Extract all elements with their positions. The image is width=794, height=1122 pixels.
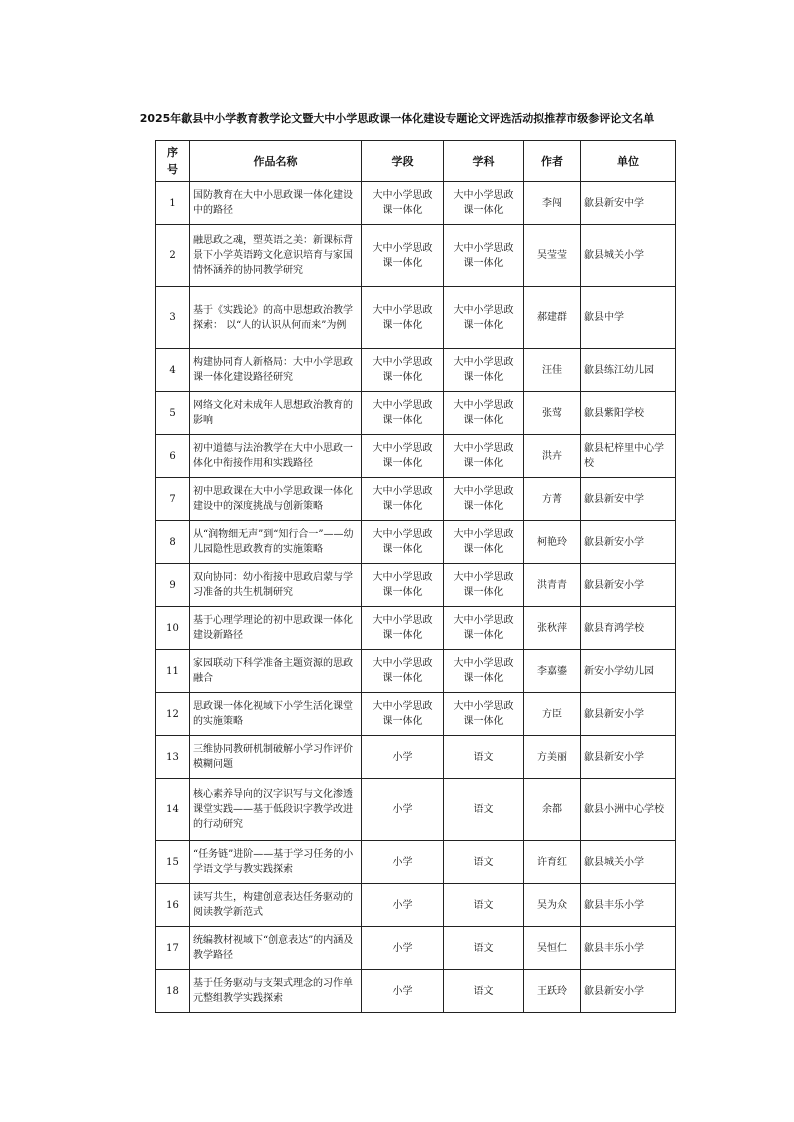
paper-list-table [155, 140, 676, 1013]
table-row [156, 349, 676, 392]
cell-title: 基于心理学理论的初中思政课一体化建设新路径 [190, 607, 362, 650]
cell-subject-text: 语文 [473, 804, 494, 815]
header-no [156, 141, 190, 182]
cell-subject [444, 564, 524, 607]
cell-stage [362, 970, 444, 1013]
cell-subject-text: 语文 [473, 751, 494, 763]
cell-stage-text: 大中小学思政课一体化 [372, 701, 433, 727]
cell-stage [362, 435, 444, 478]
cell-unit: 歙县杞梓里中心学校 [581, 435, 676, 478]
cell-subject-text: 大中小学思政课一体化 [453, 701, 514, 727]
cell-subject [444, 779, 524, 841]
cell-title: 思政课一体化视域下小学生活化课堂的实施策略 [190, 693, 362, 736]
cell-author: 李闯 [524, 182, 581, 225]
cell-subject [444, 392, 524, 435]
cell-title: 融思政之魂，塑英语之美：新课标背景下小学英语跨文化意识培育与家国情怀涵养的协同教学研究 [190, 225, 362, 287]
cell-no: 17 [156, 927, 190, 970]
cell-unit: 歙县新安中学 [581, 478, 676, 521]
cell-unit: 歙县新安小学 [581, 521, 676, 564]
cell-stage [362, 521, 444, 564]
cell-no: 8 [156, 521, 190, 564]
cell-subject [444, 349, 524, 392]
cell-stage-text: 大中小学思政课一体化 [372, 615, 433, 641]
cell-author: 郝建群 [524, 287, 581, 349]
cell-stage [362, 478, 444, 521]
cell-stage-text: 大中小学思政课一体化 [372, 658, 433, 684]
header-subject: 学科 [444, 141, 524, 182]
cell-stage-text: 小学 [392, 856, 413, 868]
cell-subject [444, 521, 524, 564]
cell-unit: 歙县育鸿学校 [581, 607, 676, 650]
cell-author: 吴恒仁 [524, 927, 581, 970]
cell-subject-text: 大中小学思政课一体化 [453, 242, 514, 269]
cell-stage [362, 693, 444, 736]
cell-author: 方菁 [524, 478, 581, 521]
cell-stage-text: 大中小学思政课一体化 [372, 242, 433, 269]
cell-subject-text: 大中小学思政课一体化 [453, 486, 514, 512]
cell-author: 王跃玲 [524, 970, 581, 1013]
header-author: 作者 [524, 141, 581, 182]
table-row [156, 884, 676, 927]
cell-unit: 歙县新安小学 [581, 970, 676, 1013]
cell-subject [444, 970, 524, 1013]
table-row [156, 693, 676, 736]
cell-subject [444, 478, 524, 521]
cell-title: “任务链”进阶——基于学习任务的小学语文学与教实践探索 [190, 841, 362, 884]
cell-unit: 歙县小洲中心学校 [581, 779, 676, 841]
cell-author: 吴莹莹 [524, 225, 581, 287]
cell-subject-text: 大中小学思政课一体化 [453, 190, 514, 216]
cell-title: 初中思政课在大中小学思政课一体化建设中的深度挑战与创新策略 [190, 478, 362, 521]
cell-unit: 歙县新安小学 [581, 564, 676, 607]
cell-subject [444, 435, 524, 478]
cell-title: 国防教育在大中小思政课一体化建设中的路径 [190, 182, 362, 225]
cell-author: 汪佳 [524, 349, 581, 392]
cell-stage-text: 小学 [392, 985, 413, 997]
cell-title: 从“润物细无声”到“知行合一”——幼儿园隐性思政教育的实施策略 [190, 521, 362, 564]
cell-subject-text: 语文 [473, 942, 494, 954]
cell-no: 14 [156, 779, 190, 841]
table-row [156, 650, 676, 693]
table-row [156, 841, 676, 884]
cell-subject [444, 927, 524, 970]
cell-title: 三维协同教研机制破解小学习作评价模糊问题 [190, 736, 362, 779]
cell-stage [362, 182, 444, 225]
cell-unit: 歙县新安小学 [581, 736, 676, 779]
cell-stage-text: 小学 [392, 751, 413, 763]
cell-no: 15 [156, 841, 190, 884]
cell-subject [444, 225, 524, 287]
cell-no: 6 [156, 435, 190, 478]
cell-stage [362, 927, 444, 970]
cell-author: 许育红 [524, 841, 581, 884]
cell-unit: 歙县紫阳学校 [581, 392, 676, 435]
cell-subject-text: 语文 [473, 899, 494, 911]
cell-unit: 歙县中学 [581, 287, 676, 349]
cell-title: 双向协同：幼小衔接中思政启蒙与学习准备的共生机制研究 [190, 564, 362, 607]
cell-author: 吴为众 [524, 884, 581, 927]
cell-stage [362, 884, 444, 927]
cell-subject [444, 287, 524, 349]
header-stage: 学段 [362, 141, 444, 182]
cell-author: 方臣 [524, 693, 581, 736]
cell-author: 洪卉 [524, 435, 581, 478]
cell-title: 初中道德与法治教学在大中小思政一体化中衔接作用和实践路径 [190, 435, 362, 478]
cell-stage [362, 349, 444, 392]
cell-stage-text: 小学 [392, 942, 413, 954]
cell-stage [362, 225, 444, 287]
cell-stage-text: 小学 [392, 804, 413, 815]
cell-title: 网络文化对未成年人思想政治教育的影响 [190, 392, 362, 435]
cell-stage-text: 大中小学思政课一体化 [372, 529, 433, 555]
table-row [156, 736, 676, 779]
cell-subject [444, 607, 524, 650]
cell-unit: 新安小学幼儿园 [581, 650, 676, 693]
cell-unit: 歙县新安小学 [581, 693, 676, 736]
cell-stage [362, 779, 444, 841]
cell-stage [362, 392, 444, 435]
table-row [156, 607, 676, 650]
cell-stage-text: 小学 [392, 899, 413, 911]
cell-no: 12 [156, 693, 190, 736]
header-unit: 单位 [581, 141, 676, 182]
cell-no: 9 [156, 564, 190, 607]
table-row [156, 182, 676, 225]
cell-stage [362, 841, 444, 884]
cell-stage [362, 650, 444, 693]
cell-no: 5 [156, 392, 190, 435]
cell-title: 核心素养导向的汉字识写与文化渗透课堂实践——基于低段识字教学改进的行动研究 [190, 779, 362, 841]
table-row [156, 564, 676, 607]
table-body [156, 182, 676, 1013]
cell-title: 家园联动下科学准备主题资源的思政融合 [190, 650, 362, 693]
cell-subject [444, 693, 524, 736]
cell-author: 洪青青 [524, 564, 581, 607]
cell-no: 1 [156, 182, 190, 225]
table-row [156, 225, 676, 287]
cell-subject-text: 大中小学思政课一体化 [453, 658, 514, 684]
cell-unit: 歙县丰乐小学 [581, 927, 676, 970]
cell-author: 柯艳玲 [524, 521, 581, 564]
cell-subject-text: 大中小学思政课一体化 [453, 572, 514, 598]
cell-stage-text: 大中小学思政课一体化 [372, 572, 433, 598]
table-row [156, 435, 676, 478]
document-title: 2025年歙县中小学教育教学论文暨大中小学思政课一体化建设专题论文评选活动拟推荐市级参评论文名单 [139, 112, 655, 125]
cell-stage [362, 736, 444, 779]
cell-stage-text: 大中小学思政课一体化 [372, 400, 433, 426]
cell-no: 3 [156, 287, 190, 349]
header-no-label: 序号 [167, 146, 178, 176]
cell-title: 构建协同育人新格局：大中小学思政课一体化建设路径研究 [190, 349, 362, 392]
cell-unit: 歙县丰乐小学 [581, 884, 676, 927]
cell-subject [444, 841, 524, 884]
cell-unit: 歙县城关小学 [581, 225, 676, 287]
cell-subject [444, 736, 524, 779]
cell-stage-text: 大中小学思政课一体化 [372, 304, 433, 331]
cell-subject [444, 182, 524, 225]
cell-author: 余都 [524, 779, 581, 841]
cell-subject-text: 大中小学思政课一体化 [453, 529, 514, 555]
cell-subject [444, 884, 524, 927]
cell-stage-text: 大中小学思政课一体化 [372, 190, 433, 216]
header-title: 作品名称 [190, 141, 362, 182]
cell-title: 读写共生，构建创意表达任务驱动的阅读教学新范式 [190, 884, 362, 927]
cell-subject-text: 大中小学思政课一体化 [453, 443, 514, 469]
cell-no: 13 [156, 736, 190, 779]
cell-no: 2 [156, 225, 190, 287]
cell-unit: 歙县城关小学 [581, 841, 676, 884]
table-row [156, 779, 676, 841]
cell-title: 基于任务驱动与支架式理念的习作单元整组教学实践探索 [190, 970, 362, 1013]
cell-title: 基于《实践论》的高中思想政治教学探索： 以“人的认识从何而来”为例 [190, 287, 362, 349]
table-header-row [156, 141, 676, 182]
cell-unit: 歙县新安中学 [581, 182, 676, 225]
cell-stage-text: 大中小学思政课一体化 [372, 443, 433, 469]
table-row [156, 521, 676, 564]
cell-no: 10 [156, 607, 190, 650]
cell-unit: 歙县练江幼儿园 [581, 349, 676, 392]
cell-no: 11 [156, 650, 190, 693]
cell-author: 方美丽 [524, 736, 581, 779]
cell-author: 李嘉鎏 [524, 650, 581, 693]
cell-stage-text: 大中小学思政课一体化 [372, 357, 433, 383]
cell-stage-text: 大中小学思政课一体化 [372, 486, 433, 512]
cell-no: 16 [156, 884, 190, 927]
cell-no: 4 [156, 349, 190, 392]
cell-subject [444, 650, 524, 693]
cell-no: 18 [156, 970, 190, 1013]
cell-subject-text: 语文 [473, 985, 494, 997]
cell-title: 统编教材视域下“创意表达”的内涵及教学路径 [190, 927, 362, 970]
table-row [156, 478, 676, 521]
table-row [156, 927, 676, 970]
cell-subject-text: 大中小学思政课一体化 [453, 357, 514, 383]
cell-subject-text: 大中小学思政课一体化 [453, 615, 514, 641]
table-row [156, 970, 676, 1013]
cell-author: 张秋萍 [524, 607, 581, 650]
cell-subject-text: 语文 [473, 856, 494, 868]
cell-subject-text: 大中小学思政课一体化 [453, 304, 514, 331]
table-row [156, 287, 676, 349]
cell-stage [362, 607, 444, 650]
cell-no: 7 [156, 478, 190, 521]
cell-stage [362, 287, 444, 349]
cell-author: 张莺 [524, 392, 581, 435]
cell-subject-text: 大中小学思政课一体化 [453, 400, 514, 426]
cell-stage [362, 564, 444, 607]
table-row [156, 392, 676, 435]
